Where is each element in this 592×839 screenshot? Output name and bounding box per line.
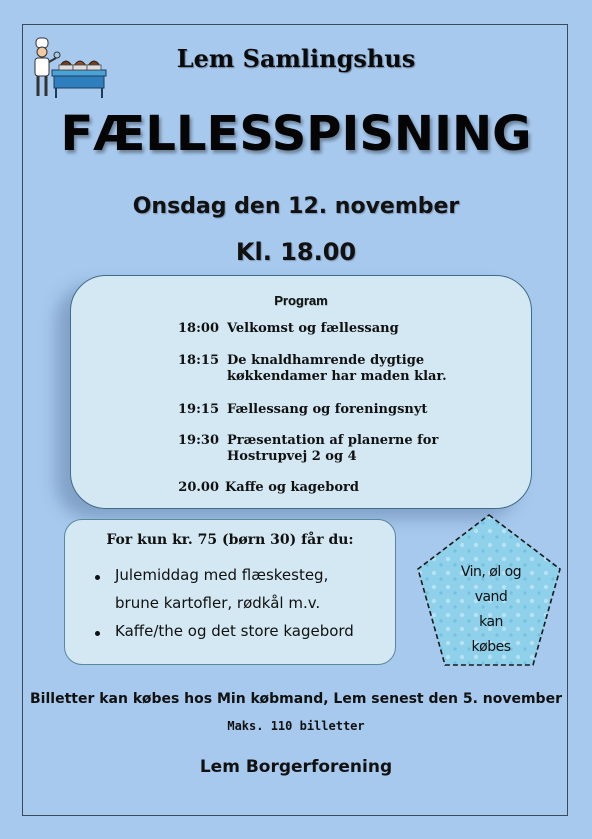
program-item-text: Hostrupvej 2 og 4 xyxy=(227,449,357,464)
drinks-line: købes xyxy=(471,639,511,655)
program-heading: Program xyxy=(274,293,328,308)
program-item-time: 20.00 xyxy=(178,480,219,495)
program-item-text: køkkendamer har maden klar. xyxy=(227,369,447,384)
program-item-time: 19:30 xyxy=(178,433,219,448)
bullet-icon xyxy=(95,575,100,580)
bullet-line: Julemiddag med flæskesteg, xyxy=(115,566,329,584)
program-item-time: 18:15 xyxy=(178,353,219,368)
ticket-info: Billetter kan købes hos Min købmand, Lem senest den 5. november xyxy=(30,691,562,707)
program-item-text: Kaffe og kagebord xyxy=(225,480,359,495)
price-heading: For kun kr. 75 (børn 30) får du: xyxy=(106,532,354,548)
program-item-text: Fællessang og foreningsnyt xyxy=(227,402,428,417)
bullet-line: brune kartofler, rødkål m.v. xyxy=(115,594,321,612)
venue-name: Lem Samlingshus xyxy=(176,44,416,73)
program-item-text: De knaldhamrende dygtige xyxy=(227,353,425,368)
program-item-text: Præsentation af planerne for xyxy=(227,433,439,448)
event-date: Onsdag den 12. november xyxy=(132,194,460,219)
program-item-time: 19:15 xyxy=(178,402,219,417)
program-item-time: 18:00 xyxy=(178,321,219,336)
drinks-text xyxy=(416,560,566,660)
organizer: Lem Borgerforening xyxy=(199,757,393,777)
bullet-line: Kaffe/the og det store kagebord xyxy=(115,622,354,640)
bullet-icon xyxy=(95,631,100,636)
event-title: FÆLLESSPISNING xyxy=(60,106,532,162)
drinks-line: vand xyxy=(474,589,508,605)
drinks-line: kan xyxy=(479,614,503,630)
program-box xyxy=(70,275,532,509)
program-item-text: Velkomst og fællessang xyxy=(227,321,399,336)
max-tickets: Maks. 110 billetter xyxy=(227,719,365,733)
price-box xyxy=(64,519,396,665)
event-time: Kl. 18.00 xyxy=(235,238,357,266)
drinks-line: Vin, øl og xyxy=(460,564,522,580)
